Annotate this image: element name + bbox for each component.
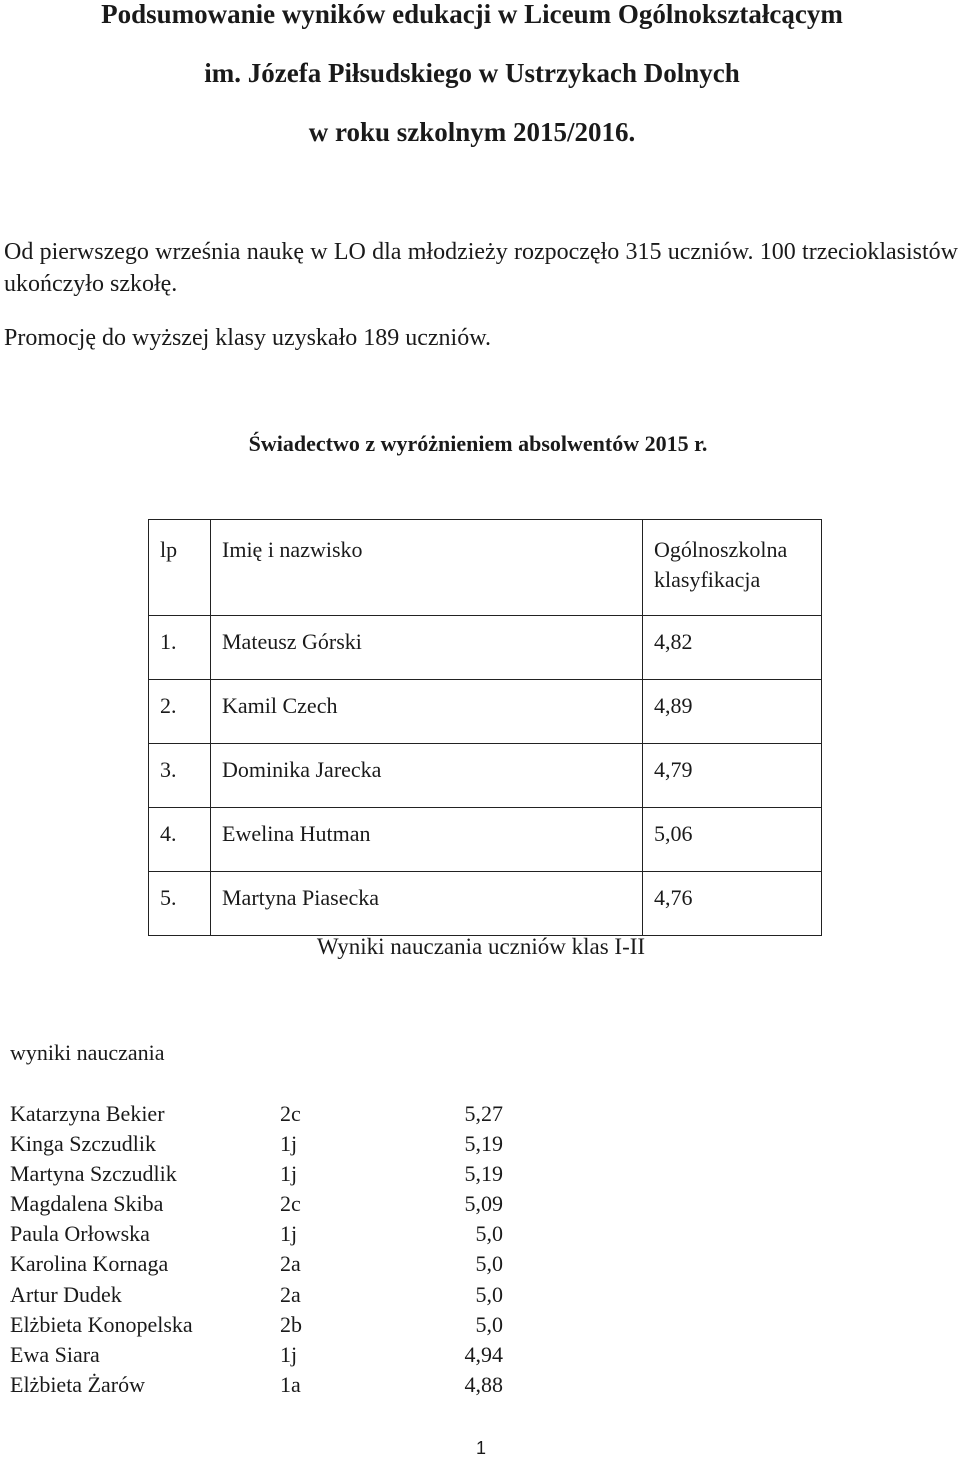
student-class: 1j bbox=[280, 1341, 298, 1367]
row-name: Mateusz Górski bbox=[211, 616, 643, 680]
student-name: Karolina Kornaga bbox=[10, 1251, 169, 1277]
student-class: 2b bbox=[280, 1311, 302, 1337]
results-label: wyniki nauczania bbox=[10, 1040, 165, 1065]
title-line-1: Podsumowanie wyników edukacji w Liceum Ogólnokształcącym bbox=[101, 0, 843, 29]
student-score: 5,09 bbox=[464, 1191, 503, 1217]
column-header-name: Imię i nazwisko bbox=[211, 520, 643, 616]
list-item bbox=[10, 1249, 503, 1279]
row-score: 4,76 bbox=[643, 872, 822, 936]
student-score: 5,27 bbox=[464, 1101, 503, 1126]
list-item bbox=[10, 1370, 503, 1400]
student-score: 5,0 bbox=[475, 1281, 503, 1307]
row-name: Ewelina Hutman bbox=[211, 808, 643, 872]
page-number: 1 bbox=[475, 1438, 486, 1458]
student-class: 1a bbox=[280, 1371, 301, 1397]
table-row bbox=[149, 872, 822, 936]
table-row bbox=[149, 744, 822, 808]
intro-paragraph-2: Promocję do wyższej klasy uzyskało 189 uczniów. bbox=[4, 325, 491, 351]
student-class: 1j bbox=[280, 1161, 298, 1187]
student-score: 5,19 bbox=[464, 1161, 503, 1187]
student-name: Martyna Szczudlik bbox=[10, 1161, 177, 1187]
student-name: Elżbieta Konopelska bbox=[10, 1311, 193, 1337]
column-header-lp: lp bbox=[149, 520, 211, 616]
table-row bbox=[149, 616, 822, 680]
row-name: Martyna Piasecka bbox=[211, 872, 643, 936]
student-name: Elżbieta Żarów bbox=[10, 1371, 145, 1397]
row-score: 4,79 bbox=[643, 744, 822, 808]
honors-table bbox=[148, 519, 822, 936]
list-item bbox=[10, 1129, 503, 1159]
student-score: 4,88 bbox=[464, 1371, 503, 1397]
list-item bbox=[10, 1159, 503, 1189]
student-score: 5,0 bbox=[475, 1251, 503, 1277]
student-score: 5,0 bbox=[475, 1311, 503, 1337]
title-line-3: w roku szkolnym 2015/2016. bbox=[308, 117, 636, 147]
student-name: Kinga Szczudlik bbox=[10, 1131, 157, 1157]
student-name: Magdalena Skiba bbox=[10, 1191, 164, 1217]
student-score: 4,94 bbox=[464, 1341, 503, 1367]
student-class: 1j bbox=[280, 1131, 298, 1157]
row-lp: 2. bbox=[149, 680, 211, 744]
student-class: 2a bbox=[280, 1251, 301, 1277]
list-item bbox=[10, 1099, 503, 1129]
student-score: 5,19 bbox=[464, 1131, 503, 1157]
student-class: 2c bbox=[280, 1101, 301, 1126]
list-item bbox=[10, 1189, 503, 1219]
row-score: 4,82 bbox=[643, 616, 822, 680]
row-lp: 1. bbox=[149, 616, 211, 680]
student-name: Paula Orłowska bbox=[10, 1221, 150, 1247]
honors-table-header bbox=[149, 520, 822, 616]
title-line-2: im. Józefa Piłsudskiego w Ustrzykach Dolnych bbox=[204, 58, 740, 88]
results-list bbox=[10, 1099, 503, 1400]
student-name: Ewa Siara bbox=[10, 1341, 100, 1367]
table-row bbox=[149, 808, 822, 872]
student-class: 2c bbox=[280, 1191, 301, 1217]
student-name: Artur Dudek bbox=[10, 1281, 122, 1307]
table-row bbox=[149, 680, 822, 744]
row-lp: 3. bbox=[149, 744, 211, 808]
student-class: 2a bbox=[280, 1281, 301, 1307]
list-item bbox=[10, 1340, 503, 1370]
column-header-score: Ogólnoszkolna klasyfikacja bbox=[643, 520, 822, 616]
student-name: Katarzyna Bekier bbox=[10, 1101, 165, 1126]
results-heading: Wyniki nauczania uczniów klas I-II bbox=[316, 934, 646, 959]
student-class: 1j bbox=[280, 1221, 298, 1247]
list-item bbox=[10, 1219, 503, 1249]
row-lp: 5. bbox=[149, 872, 211, 936]
row-score: 4,89 bbox=[643, 680, 822, 744]
honors-heading: Świadectwo z wyróżnieniem absolwentów 2015 r. bbox=[248, 431, 708, 456]
list-item bbox=[10, 1310, 503, 1340]
list-item bbox=[10, 1280, 503, 1310]
intro-paragraph-1: Od pierwszego września naukę w LO dla młodzieży rozpoczęło 315 uczniów. 100 trzecioklasistów ukończyło szkołę. bbox=[4, 239, 958, 297]
student-score: 5,0 bbox=[475, 1221, 503, 1247]
row-lp: 4. bbox=[149, 808, 211, 872]
row-name: Dominika Jarecka bbox=[211, 744, 643, 808]
row-score: 5,06 bbox=[643, 808, 822, 872]
row-name: Kamil Czech bbox=[211, 680, 643, 744]
